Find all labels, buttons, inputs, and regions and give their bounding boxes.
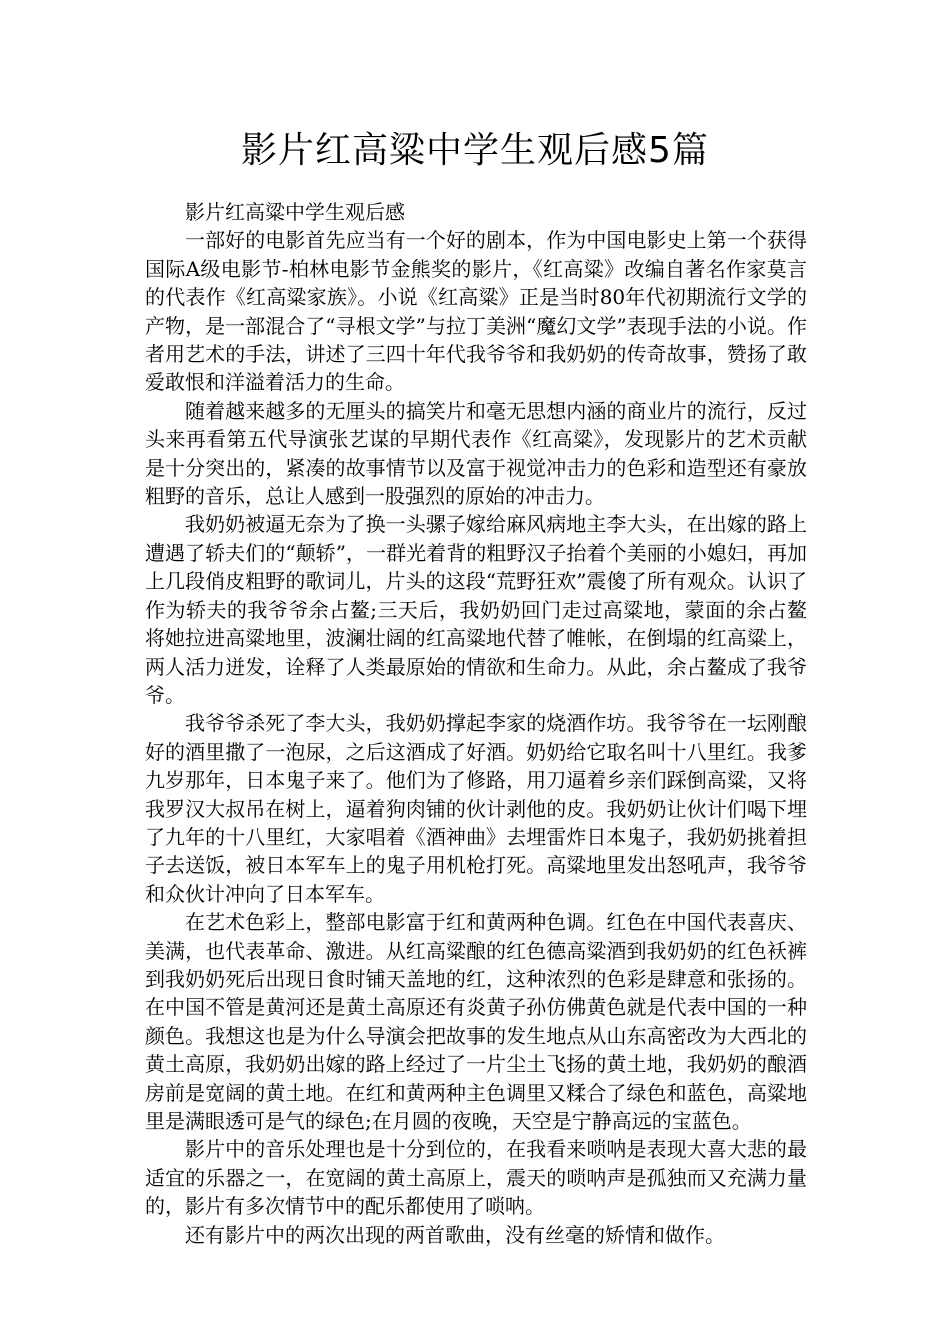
paragraph: 影片中的音乐处理也是十分到位的，在我看来唢呐是表现大喜大悲的最适宜的乐器之一，在宽阔的黄土高原上，震天的唢呐声是孤独而又充满力量的，影片有多次情节中的配乐都使用了唢呐。	[145, 1137, 807, 1219]
paragraph: 随着越来越多的无厘头的搞笑片和毫无思想内涵的商业片的流行，反过头来再看第五代导演张艺谋的早期代表作《红高粱》，发现影片的艺术贡献是十分突出的，紧凑的故事情节以及富于视觉冲击力的色彩和造型还有豪放粗野的音乐，总让人感到一股强烈的原始的冲击力。	[145, 398, 807, 509]
paragraph: 在艺术色彩上，整部电影富于红和黄两种色调。红色在中国代表喜庆、美满，也代表革命、激进。从红高粱酿的红色德高粱酒到我奶奶的红色袄裤到我奶奶死后出现日食时铺天盖地的红，这种浓烈的色彩是肆意和张扬的。在中国不管是黄河还是黄土高原还有炎黄子孙仿佛黄色就是代表中国的一种颜色。我想这也是为什么导演会把故事的发生地点从山东高密改为大西北的黄土高原，我奶奶出嫁的路上经过了一片尘土飞扬的黄土地，我奶奶的酿酒房前是宽阔的黄土地。在红和黄两种主色调里又糅合了绿色和蓝色，高粱地里是满眼透可是气的绿色;在月圆的夜晚，天空是宁静高远的宝蓝色。	[145, 910, 807, 1133]
paragraph: 我爷爷杀死了李大头，我奶奶撑起李家的烧酒作坊。我爷爷在一坛刚酿好的酒里撒了一泡尿，之后这酒成了好酒。奶奶给它取名叫十八里红。我爹九岁那年，日本鬼子来了。他们为了修路，用刀逼着乡亲们踩倒高粱，又将我罗汉大叔吊在树上，逼着狗肉铺的伙计剥他的皮。我奶奶让伙计们喝下埋了九年的十八里红，大家唱着《酒神曲》去埋雷炸日本鬼子，我奶奶挑着担子去送饭，被日本军车上的鬼子用机枪打死。高粱地里发出怒吼声，我爷爷和众伙计冲向了日本军车。	[145, 711, 807, 906]
paragraph-subtitle: 影片红高粱中学生观后感	[185, 200, 405, 224]
paragraph: 我奶奶被逼无奈为了换一头骡子嫁给麻风病地主李大头，在出嫁的路上遭遇了轿夫们的“颠轿”，一群光着背的粗野汉子抬着个美丽的小媳妇，再加上几段俏皮粗野的歌词儿，片头的这段“荒野狂欢”震傻了所有观众。认识了作为轿夫的我爷爷余占鳌;三天后，我奶奶回门走过高粱地，蒙面的余占鳌将她拉进高粱地里，波澜壮阔的红高粱地代替了帷帐，在倒塌的红高粱上，两人活力迸发，诠释了人类最原始的情欲和生命力。从此，余占鳌成了我爷爷。	[145, 512, 807, 707]
document-body	[145, 198, 807, 1249]
document-title: 影片红高粱中学生观后感5篇	[241, 130, 709, 171]
paragraph: 一部好的电影首先应当有一个好的剧本，作为中国电影史上第一个获得国际A级电影节-柏林电影节金熊奖的影片，《红高粱》改编自著名作家莫言的代表作《红高粱家族》。小说《红高粱》正是当时80年代初期流行文学的产物，是一部混合了“寻根文学”与拉丁美洲“魔幻文学”表现手法的小说。作者用艺术的手法，讲述了三四十年代我爷爷和我奶奶的传奇故事，赞扬了敢爱敢恨和洋溢着活力的生命。	[145, 228, 807, 395]
paragraph: 还有影片中的两次出现的两首歌曲，没有丝毫的矫情和做作。	[185, 1222, 725, 1247]
